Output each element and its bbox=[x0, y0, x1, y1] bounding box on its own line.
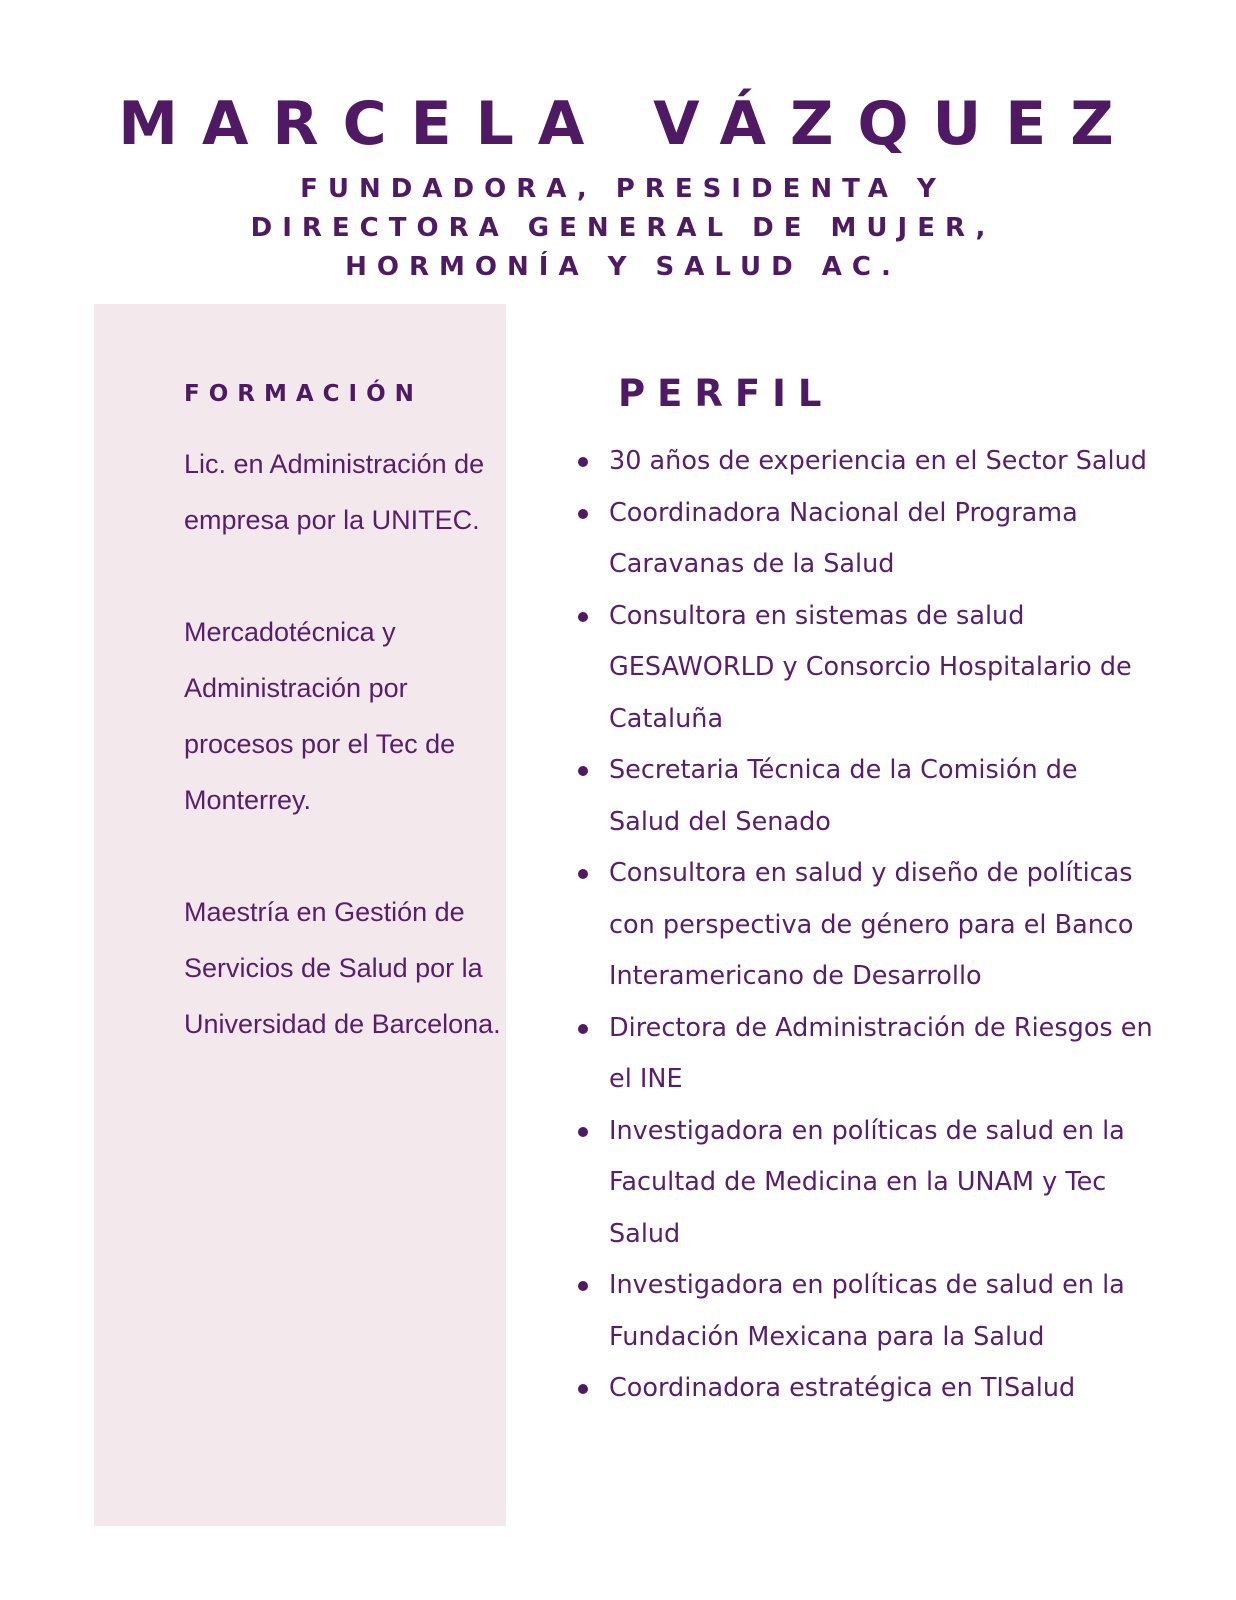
bullet-icon bbox=[578, 612, 588, 622]
list-item bbox=[578, 745, 1178, 848]
education-entry bbox=[184, 884, 524, 1052]
list-item-line: Coordinadora Nacional del Programa bbox=[609, 497, 1078, 528]
list-item-line: Investigadora en políticas de salud en la bbox=[609, 1270, 1125, 1300]
list-item-line: Salud bbox=[609, 1218, 681, 1249]
list-item-line: Caravanas de la Salud bbox=[609, 549, 895, 579]
list-item bbox=[578, 591, 1178, 746]
bullet-icon bbox=[578, 509, 588, 519]
list-item bbox=[578, 848, 1178, 1003]
bullet-icon bbox=[578, 766, 588, 776]
list-item-line: Salud del Senado bbox=[609, 806, 831, 837]
bullet-icon bbox=[578, 1281, 588, 1291]
job-title bbox=[0, 170, 1236, 287]
list-item-line: Facultad de Medicina en la UNAM y Tec bbox=[609, 1167, 1107, 1197]
list-item-line: con perspectiva de género para el Banco bbox=[609, 909, 1134, 940]
list-item-line: Directora de Administración de Riesgos en bbox=[609, 1012, 1153, 1043]
education-line: Monterrey. bbox=[184, 785, 312, 815]
list-item-line: Coordinadora estratégica en TISalud bbox=[609, 1373, 1076, 1403]
job-title-line: HORMONÍA Y SALUD AC. bbox=[345, 252, 901, 282]
list-item-line: el INE bbox=[609, 1064, 683, 1094]
list-item bbox=[578, 1106, 1178, 1261]
list-item bbox=[578, 1260, 1178, 1363]
list-item-line: Interamericano de Desarrollo bbox=[609, 961, 982, 991]
education-line: Lic. en Administración de bbox=[184, 449, 485, 479]
education-line: Mercadotécnica y bbox=[184, 617, 396, 647]
list-item-line: Consultora en salud y diseño de políticas bbox=[609, 858, 1133, 888]
list-item-line: Secretaria Técnica de la Comisión de bbox=[609, 755, 1078, 785]
job-title-line: DIRECTORA GENERAL DE MUJER, bbox=[250, 213, 996, 243]
profile-list bbox=[578, 436, 1178, 1415]
education-entry bbox=[184, 604, 524, 828]
education-line: Administración por bbox=[184, 673, 408, 703]
profile-heading: PERFIL bbox=[618, 372, 834, 415]
education-line: Servicios de Salud por la bbox=[184, 953, 483, 983]
bullet-icon bbox=[578, 1024, 588, 1034]
page-title: MARCELA VÁZQUEZ bbox=[118, 89, 1138, 159]
education-line: Maestría en Gestión de bbox=[184, 897, 465, 927]
bullet-icon bbox=[578, 1127, 588, 1137]
list-item bbox=[578, 436, 1178, 488]
bullet-icon bbox=[578, 457, 588, 467]
list-item bbox=[578, 488, 1178, 591]
list-item-line: Cataluña bbox=[609, 703, 724, 734]
list-item-line: Consultora en sistemas de salud bbox=[609, 600, 1025, 631]
list-item bbox=[578, 1003, 1178, 1106]
education-line: Universidad de Barcelona. bbox=[184, 1009, 501, 1039]
list-item bbox=[578, 1363, 1178, 1415]
list-item-line: Fundación Mexicana para la Salud bbox=[609, 1321, 1045, 1352]
list-item-line: GESAWORLD y Consorcio Hospitalario de bbox=[609, 652, 1132, 682]
education-line: empresa por la UNITEC. bbox=[184, 505, 480, 535]
list-item-line: Investigadora en políticas de salud en la bbox=[609, 1115, 1125, 1146]
education-heading: FORMACIÓN bbox=[184, 381, 423, 407]
bullet-icon bbox=[578, 1384, 588, 1394]
job-title-line: FUNDADORA, PRESIDENTA Y bbox=[300, 174, 946, 204]
bullet-icon bbox=[578, 869, 588, 879]
list-item-line: 30 años de experiencia en el Sector Salud bbox=[609, 446, 1147, 476]
education-entry bbox=[184, 436, 524, 548]
education-line: procesos por el Tec de bbox=[184, 729, 456, 759]
